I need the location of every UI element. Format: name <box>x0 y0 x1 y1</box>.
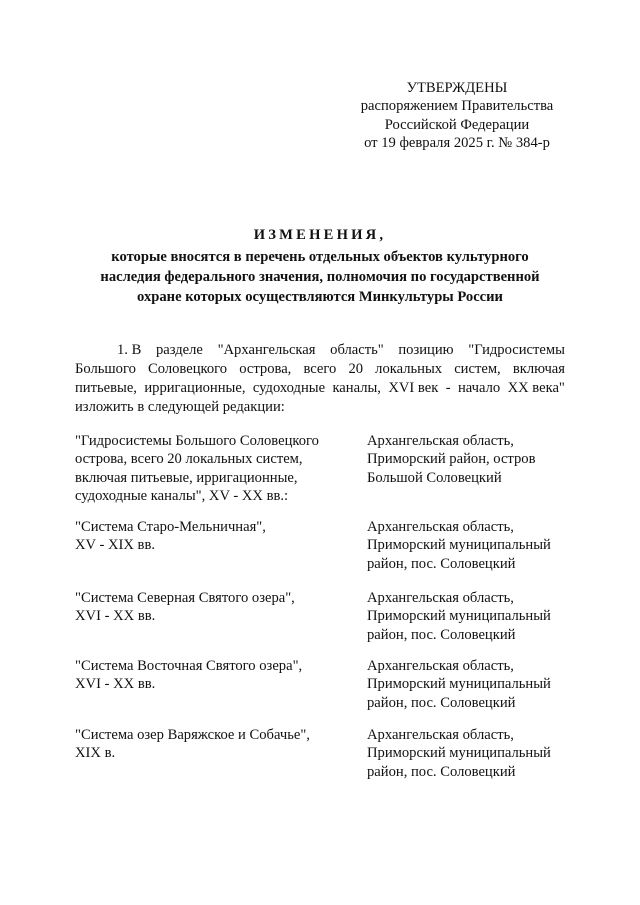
paragraph-line: изложить в следующей редакции: <box>75 399 285 415</box>
object-location <box>367 657 577 712</box>
text-line: Архангельская область, <box>367 590 514 606</box>
word: 20 <box>348 361 364 377</box>
approval-line: распоряжением Правительства <box>360 98 554 115</box>
approval-stamp <box>340 79 574 153</box>
paragraph-line <box>75 379 565 398</box>
paragraph-1 <box>75 341 565 417</box>
text-line: Приморский муниципальный <box>367 745 551 762</box>
text-line: район, пос. Соловецкий <box>367 763 516 780</box>
word: острова, <box>239 361 292 377</box>
text-line: включая питьевые, ирригационные, <box>75 469 298 486</box>
document-subtitle <box>64 247 576 307</box>
word: область" <box>330 342 384 358</box>
subtitle-line: наследия федерального значения, полномочия по государственной <box>100 269 540 285</box>
word: Большого <box>75 361 136 377</box>
text-line: XVI - XX вв. <box>75 608 156 625</box>
word: "Архангельская <box>217 342 316 358</box>
word: всего <box>303 361 337 377</box>
word: систем, <box>454 361 501 377</box>
word: позицию <box>398 342 454 358</box>
text-line: Большой Соловецкий <box>367 469 502 486</box>
object-name <box>75 518 345 555</box>
word: "Гидросистемы <box>468 342 565 358</box>
word: Соловецкого <box>148 361 228 377</box>
subtitle-line: которые вносятся в перечень отдельных объектов культурного <box>111 249 529 265</box>
object-name <box>75 726 345 763</box>
text-line: Архангельская область, <box>367 433 514 449</box>
text-line: "Гидросистемы Большого Соловецкого <box>75 433 319 449</box>
text-line: район, пос. Соловецкий <box>367 694 516 711</box>
word: локальных <box>375 361 443 377</box>
word: судоходные <box>252 380 326 396</box>
text-line: Приморский муниципальный <box>367 676 551 693</box>
object-name <box>75 432 345 506</box>
object-name <box>75 657 345 694</box>
text-line: Приморский муниципальный <box>367 537 551 554</box>
word: разделе <box>155 342 203 358</box>
word: ирригационные, <box>144 380 246 396</box>
word: XVI век <box>388 380 439 396</box>
object-name <box>75 589 345 626</box>
text-line: XIX в. <box>75 745 116 762</box>
word: 1. В <box>117 342 142 358</box>
paragraph-line <box>75 341 565 360</box>
object-location <box>367 432 577 487</box>
word: начало <box>457 380 501 396</box>
text-line: "Система Старо-Мельничная", <box>75 519 266 535</box>
text-line: Приморский район, остров <box>367 451 536 468</box>
document-title: ИЗМЕНЕНИЯ, <box>253 227 387 243</box>
object-location <box>367 726 577 781</box>
object-location <box>367 518 577 573</box>
word: питьевые, <box>75 380 137 396</box>
text-line: XV - XIX вв. <box>75 537 155 554</box>
approval-date-number: от 19 февраля 2025 г. № 384-р <box>364 135 550 152</box>
text-line: Архангельская область, <box>367 519 514 535</box>
word: каналы, <box>332 380 381 396</box>
text-line: "Система озер Варяжское и Собачье", <box>75 727 310 743</box>
text-line: район, пос. Соловецкий <box>367 555 516 572</box>
approval-title: УТВЕРЖДЕНЫ <box>406 80 508 96</box>
text-line: Архангельская область, <box>367 727 514 743</box>
word: XX века" <box>507 380 565 396</box>
text-line: судоходные каналы", XV - XX вв.: <box>75 488 289 505</box>
text-line: "Система Северная Святого озера", <box>75 590 295 606</box>
paragraph-line <box>75 360 565 379</box>
text-line: XVI - XX вв. <box>75 676 156 693</box>
text-line: район, пос. Соловецкий <box>367 626 516 643</box>
subtitle-line: охране которых осуществляются Минкультуры России <box>137 289 503 305</box>
approval-line: Российской Федерации <box>384 116 530 133</box>
word: - <box>445 380 451 396</box>
text-line: Приморский муниципальный <box>367 608 551 625</box>
object-location <box>367 589 577 644</box>
text-line: "Система Восточная Святого озера", <box>75 658 303 674</box>
text-line: Архангельская область, <box>367 658 514 674</box>
text-line: острова, всего 20 локальных систем, <box>75 451 303 468</box>
word: включая <box>512 361 565 377</box>
